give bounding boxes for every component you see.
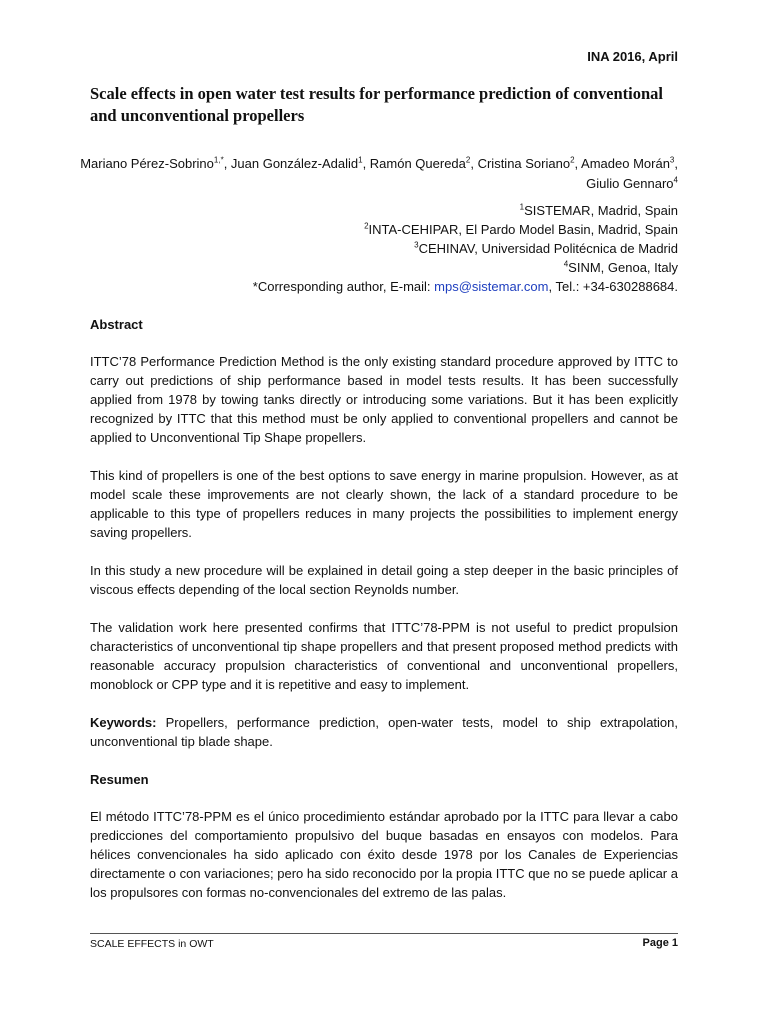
affiliation-text: CEHINAV, Universidad Politécnica de Madrid	[418, 241, 678, 256]
affiliation-mark: 4	[563, 259, 569, 269]
author-name: , Juan González-Adalid	[223, 156, 359, 171]
author-affiliation-mark: 1,*	[213, 155, 224, 165]
affiliation-1	[78, 201, 678, 220]
affiliation-3	[78, 239, 678, 258]
keywords-label: Keywords:	[90, 715, 157, 730]
resumen-heading: Resumen	[90, 772, 149, 787]
affiliation-mark: 2	[364, 221, 369, 231]
paper-title: Scale effects in open water test results for performance prediction of conventional and unconventional propellers	[90, 84, 663, 125]
author-name: , Cristina Soriano	[470, 156, 571, 171]
keywords	[90, 713, 678, 751]
author-affiliation-mark: 3	[669, 155, 675, 165]
author-affiliation-mark: 2	[465, 155, 471, 165]
affiliation-text: INTA-CEHIPAR, El Pardo Model Basin, Madrid, Spain	[368, 222, 678, 237]
affiliation-mark: 3	[414, 240, 419, 250]
abstract-heading: Abstract	[90, 317, 143, 332]
affiliation-text: SINM, Genoa, Italy	[568, 260, 678, 275]
corresponding-label: *Corresponding author, E-mail:	[252, 279, 435, 294]
page-number: Page 1	[642, 937, 678, 949]
abstract-paragraph-2: This kind of propellers is one of the best options to save energy in marine propulsion. However, as at model scale these improvements are not clearly shown, the lack of a standard procedure to be applicable to this type of propellers reduces in many projects the possibilities to implement energy saving propellers.	[90, 468, 678, 540]
author-name: , Giulio Gennaro	[586, 156, 678, 191]
affiliation-mark: 1	[519, 202, 525, 212]
resumen-paragraph-1: El método ITTC’78-PPM es el único procedimiento estándar aprobado por la ITTC para llevar a cabo predicciones del comportamiento propulsivo del buque basadas en ensayos con modelos. Para hélices convencionales ha sido aplicado con éxito desde 1978 por los Canales de Experiencias directamente o con variaciones; pero ha sido reconocido por la propia ITTC que no se puede aplicar a los propulsores con formas no-convencionales del extremo de las palas.	[90, 809, 678, 900]
author-list	[78, 154, 678, 194]
affiliation-text: SISTEMAR, Madrid, Spain	[524, 203, 678, 218]
footer-divider	[90, 933, 678, 934]
affiliation-2	[78, 220, 678, 239]
footer-running-title: SCALE EFFECTS in OWT	[90, 938, 214, 950]
abstract-paragraph-4: The validation work here presented confirms that ITTC’78-PPM is not useful to predict propulsion characteristics of unconventional tip shape propellers and that present proposed method predicts with reasonable accuracy propulsion characteristics of conventional and unconventional propellers, monoblock or CPP type and it is repetitive and easy to implement.	[90, 620, 678, 692]
conference-header: INA 2016, April	[587, 49, 678, 64]
author-name: , Ramón Quereda	[362, 156, 466, 171]
email-link[interactable]: mps@sistemar.com	[434, 279, 549, 294]
author-affiliation-mark: 1	[358, 155, 363, 165]
telephone: , Tel.: +34-630288684.	[548, 279, 678, 294]
author-name: , Amadeo Morán	[574, 156, 670, 171]
abstract-paragraph-3: In this study a new procedure will be explained in detail going a step deeper in the basic principles of viscous effects depending of the local section Reynolds number.	[90, 563, 678, 597]
author-affiliation-mark: 2	[570, 155, 575, 165]
affiliation-4	[78, 258, 678, 277]
author-name: Mariano Pérez-Sobrino	[80, 156, 214, 171]
corresponding-author	[78, 277, 678, 296]
keywords-text: Propellers, performance prediction, open-water tests, model to ship extrapolation, unconventional tip blade shape.	[90, 715, 678, 749]
author-affiliation-mark: 4	[673, 175, 678, 185]
abstract-paragraph-1: ITTC’78 Performance Prediction Method is the only existing standard procedure approved by ITTC to carry out predictions of ship performance based in model tests results. It has been successfully applied from 1978 by towing tanks directly or introducing some variations. But it has been explicitly recognized by ITTC that this method must be only applied to conventional propellers and cannot be applied to Unconventional Tip Shape propellers.	[90, 354, 678, 445]
